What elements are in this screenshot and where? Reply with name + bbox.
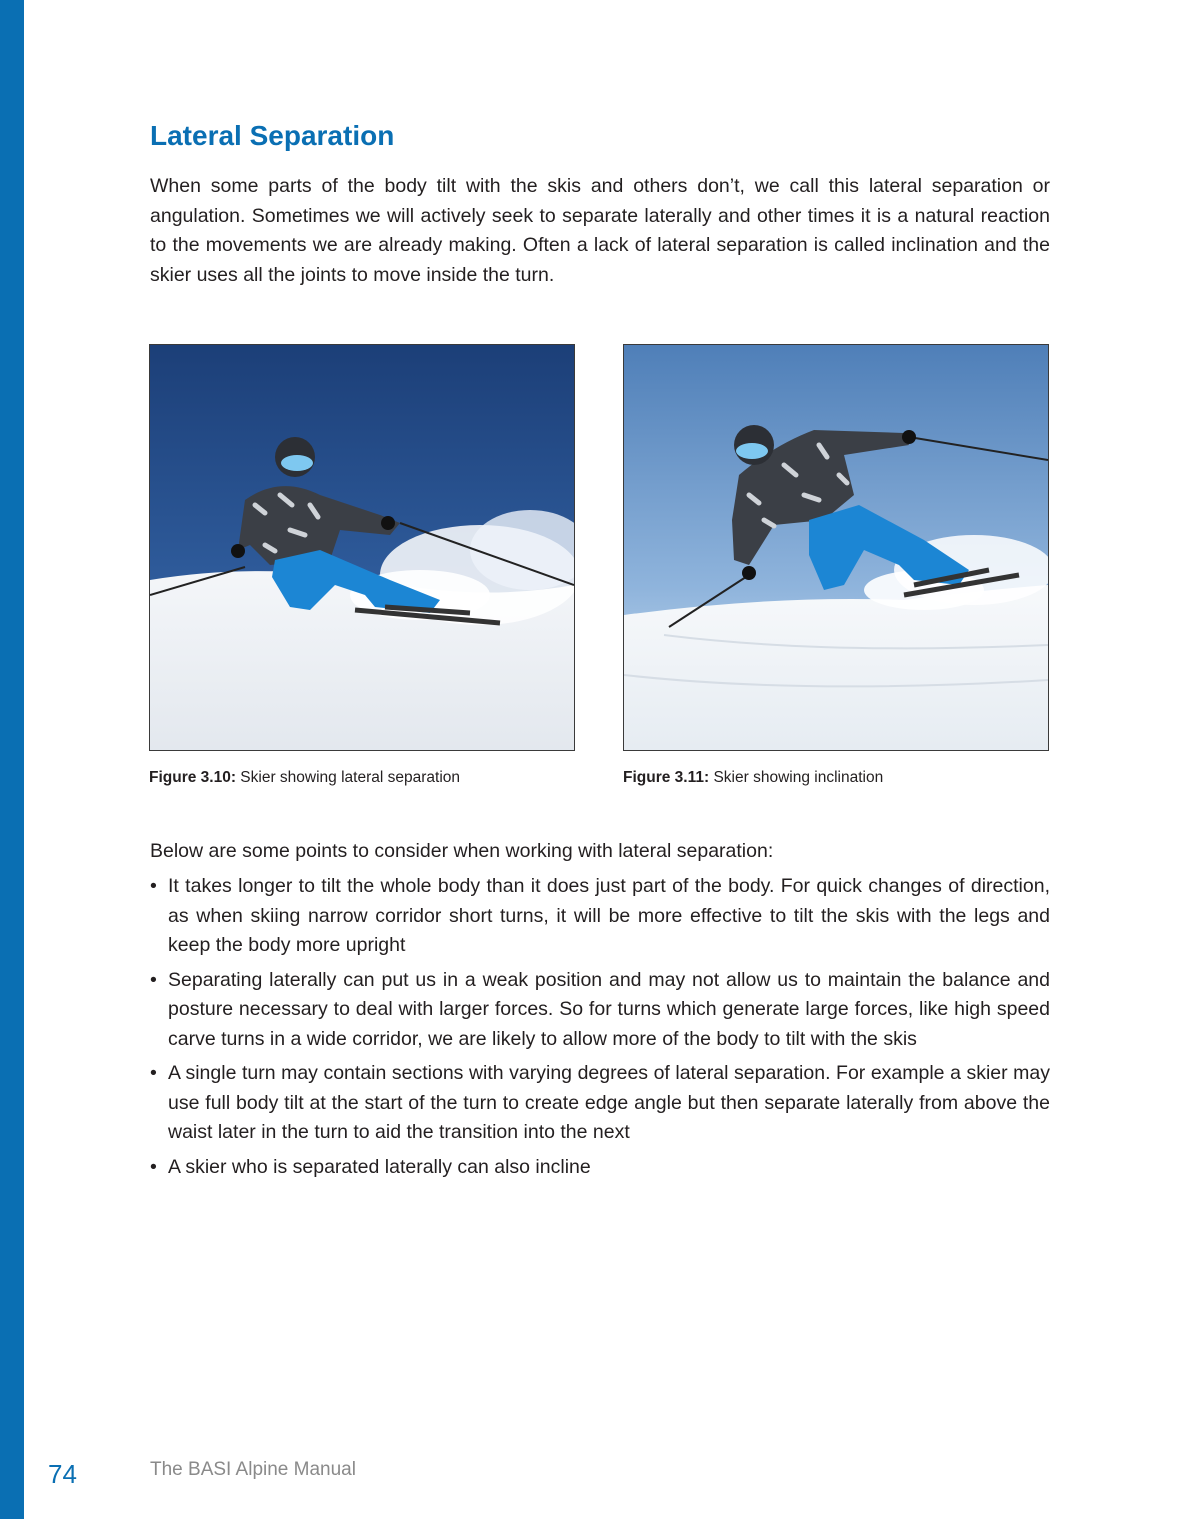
list-item: • A single turn may contain sections with varying degrees of lateral separation. For example a skier may use full body tilt at the start of the turn to create edge angle but then separate laterally from above the waist later in the turn to aid the transition into the next [150, 1059, 1050, 1148]
list-item: • Separating laterally can put us in a weak position and may not allow us to maintain the balance and posture necessary to deal with larger forces. So for turns which generate large forces, like high speed carve turns in a wide corridor, we are likely to allow more of the body to tilt with the skis [150, 966, 1050, 1055]
side-color-bar [0, 0, 24, 1519]
figure-label: Figure 3.10: [149, 769, 236, 786]
skier-inclination-photo [623, 344, 1049, 751]
figure-caption-text: Skier showing lateral separation [236, 769, 461, 786]
skier-lateral-separation-photo [149, 344, 575, 751]
intro-paragraph: When some parts of the body tilt with the skis and others don’t, we call this lateral separation or angulation. Sometimes we will actively seek to separate laterally and other times it is a natural reaction to the movements we are already making. Often a lack of lateral separation is called inclination and the skier uses all the joints to move inside the turn. [150, 175, 1050, 286]
figure-caption [149, 768, 575, 788]
figure-caption-text: Skier showing inclination [709, 769, 884, 786]
points-list [150, 872, 1050, 1187]
figure-3-11 [623, 344, 1049, 788]
page-number: 74 [48, 1459, 77, 1489]
list-item: • It takes longer to tilt the whole body than it does just part of the body. For quick changes of direction, as when skiing narrow corridor short turns, it will be more effective to tilt the skis with the legs and keep the body more upright [150, 872, 1050, 961]
list-item: • A skier who is separated laterally can also incline [150, 1153, 1050, 1183]
points-intro: Below are some points to consider when working with lateral separation: [150, 840, 774, 862]
footer-book-title: The BASI Alpine Manual [150, 1459, 356, 1480]
figure-3-10 [149, 344, 575, 788]
figure-caption [623, 768, 1049, 788]
figure-label: Figure 3.11: [623, 769, 710, 786]
section-title: Lateral Separation [150, 120, 395, 151]
